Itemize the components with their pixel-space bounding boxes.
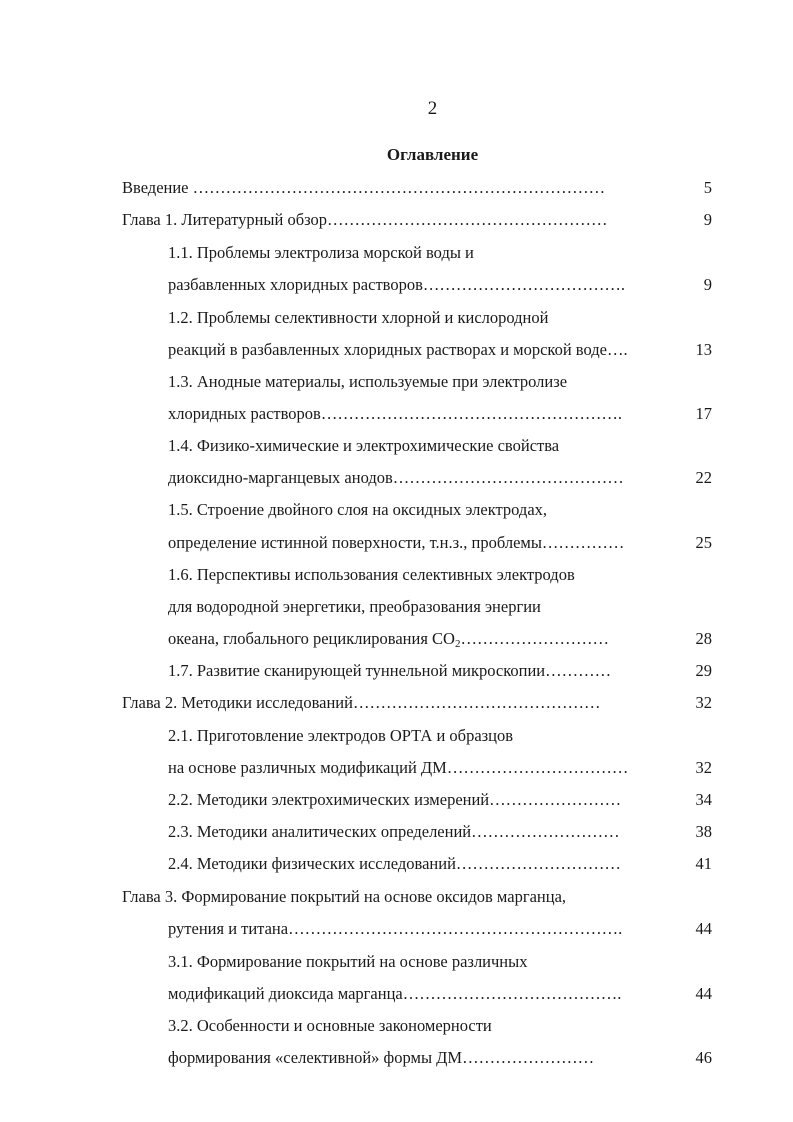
toc-entry-text: Глава 2. Методики исследований………………………………………	[122, 693, 601, 712]
toc-entry-text: реакций в разбавленных хлоридных растворах и морской воде….	[168, 340, 628, 359]
toc-entry-text: модификаций диоксида марганца………………………………….	[168, 984, 622, 1003]
page-number: 2	[427, 98, 438, 119]
toc-entry-text: 1.7. Развитие сканирующей туннельной микроскопии…………	[168, 661, 612, 680]
toc-entry-text: 2.1. Приготовление электродов ОРТА и образцов	[168, 726, 514, 745]
toc-entry-page: 9	[703, 210, 712, 229]
toc-entry-text: 2.2. Методики электрохимических измерений……………………	[168, 790, 622, 809]
toc-entry-page: 5	[703, 178, 712, 197]
toc-entry-text: диоксидно-марганцевых анодов……………………………………	[168, 468, 624, 487]
toc-entry-text: 1.3. Анодные материалы, используемые при электролизе	[168, 372, 568, 391]
toc-entry-text: 1.6. Перспективы использования селективных электродов	[168, 565, 575, 584]
toc-entry-page: 29	[695, 661, 712, 680]
toc-entry-text: 1.1. Проблемы электролиза морской воды и	[168, 243, 474, 262]
toc-entry-page: 41	[695, 854, 712, 873]
co2-text: океана, глобального рециклирования CO	[168, 629, 455, 648]
toc-entry-text: рутения и титана…………………………………………………….	[168, 919, 623, 938]
toc-entry-page: 46	[695, 1048, 712, 1067]
toc-entry-page: 13	[695, 340, 712, 359]
toc-entry-page: 38	[695, 822, 712, 841]
leader-dots: ………………………	[460, 629, 609, 648]
toc-entry-text: 3.2. Особенности и основные закономерности	[168, 1016, 492, 1035]
toc-entry-page: 32	[695, 693, 712, 712]
toc-entry-page: 22	[695, 468, 712, 487]
toc-entry-text: определение истинной поверхности, т.н.з., проблемы……………	[168, 533, 625, 552]
toc-entry-page: 25	[695, 533, 712, 552]
toc-entry-text: Глава 3. Формирование покрытий на основе оксидов марганца,	[122, 887, 567, 906]
toc-entry-text: хлоридных растворов……………………………………………….	[168, 404, 622, 423]
toc-entry-text: Введение …………………………………………………………………	[122, 178, 606, 197]
toc-entry-text: 1.5. Строение двойного слоя на оксидных электродах,	[168, 500, 548, 519]
toc-entry-text: 1.2. Проблемы селективности хлорной и кислородной	[168, 308, 549, 327]
toc-entry-text: для водородной энергетики, преобразования энергии	[168, 597, 541, 616]
toc-entry-text: разбавленных хлоридных растворов……………………………….	[168, 275, 626, 294]
toc-entry-text: на основе различных модификаций ДМ……………………………	[168, 758, 629, 777]
toc-entry-text: 2.4. Методики физических исследований…………………………	[168, 854, 621, 873]
toc-entry-page: 44	[695, 984, 712, 1003]
toc-entry-page: 17	[695, 404, 712, 423]
toc-entry-page: 9	[703, 275, 712, 294]
toc-entry-text: 3.1. Формирование покрытий на основе различных	[168, 952, 528, 971]
subscript: 2	[454, 638, 461, 650]
toc-entry-text: Глава 1. Литературный обзор……………………………………………	[122, 210, 608, 229]
toc-entry-text	[168, 629, 609, 649]
toc-entry-text: 2.3. Методики аналитических определений………………………	[168, 822, 620, 841]
toc-entry-page: 44	[695, 919, 712, 938]
toc-entry-page: 28	[695, 629, 712, 648]
toc-entry-page: 34	[695, 790, 712, 809]
toc-entry-page: 32	[695, 758, 712, 777]
toc-entry-text: 1.4. Физико-химические и электрохимические свойства	[168, 436, 560, 455]
toc-title: Оглавление	[386, 145, 479, 164]
toc-entry-text: формирования «селективной» формы ДМ……………………	[168, 1048, 595, 1067]
